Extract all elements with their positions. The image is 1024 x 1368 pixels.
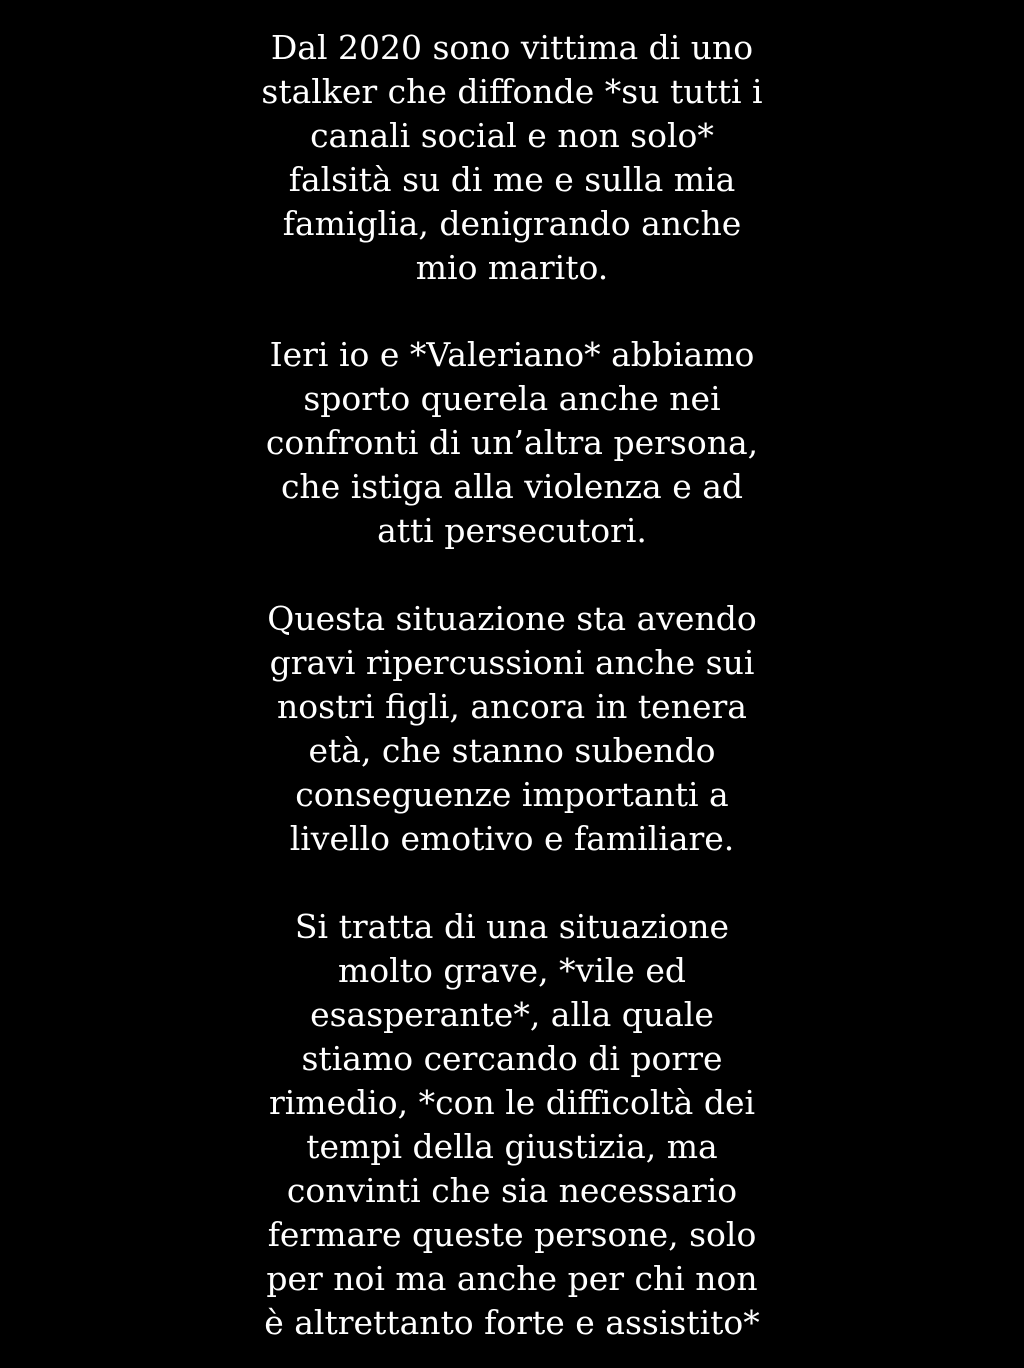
paragraph-1 [200, 26, 824, 290]
text-line: livello emotivo e familiare. [289, 819, 735, 858]
paragraph-2 [200, 333, 824, 553]
text-line: Questa situazione sta avendo [267, 599, 757, 638]
paragraph-3 [200, 597, 824, 861]
text-line: tempi della giustizia, ma [306, 1127, 718, 1166]
text-line: conseguenze importanti a [295, 775, 729, 814]
text-line: fermare queste persone, solo [267, 1215, 757, 1254]
paragraph-4 [200, 905, 824, 1345]
text-line: famiglia, denigrando anche [282, 204, 742, 243]
text-line: rimedio, *con le difficoltà dei [268, 1083, 756, 1122]
text-line: nostri figli, ancora in tenera [277, 687, 747, 726]
text-line: atti persecutori. [377, 511, 647, 550]
text-line: gravi ripercussioni anche sui [269, 643, 755, 682]
text-line: stiamo cercando di porre [301, 1039, 723, 1078]
text-line: convinti che sia necessario [286, 1171, 738, 1210]
text-line: per noi ma anche per chi non [266, 1259, 758, 1298]
text-line: falsità su di me e sulla mia [288, 160, 736, 199]
text-line: sporto querela anche nei [303, 379, 721, 418]
text-line: confronti di un’altra persona, [265, 423, 759, 462]
text-line: età, che stanno subendo [308, 731, 716, 770]
text-line: mio marito. [415, 248, 609, 287]
text-line: Dal 2020 sono vittima di uno [270, 28, 754, 67]
text-line: canali social e non solo* [310, 116, 714, 155]
text-line: molto grave, *vile ed [338, 951, 686, 990]
text-line: è altrettanto forte e assistito* [264, 1303, 760, 1342]
text-line: Si tratta di una situazione [294, 907, 730, 946]
text-line: Ieri io e *Valeriano* abbiamo [269, 335, 755, 374]
text-line: stalker che diffonde *su tutti i [261, 72, 763, 111]
text-line: che istiga alla violenza e ad [280, 467, 744, 506]
text-line: esasperante*, alla quale [310, 995, 714, 1034]
